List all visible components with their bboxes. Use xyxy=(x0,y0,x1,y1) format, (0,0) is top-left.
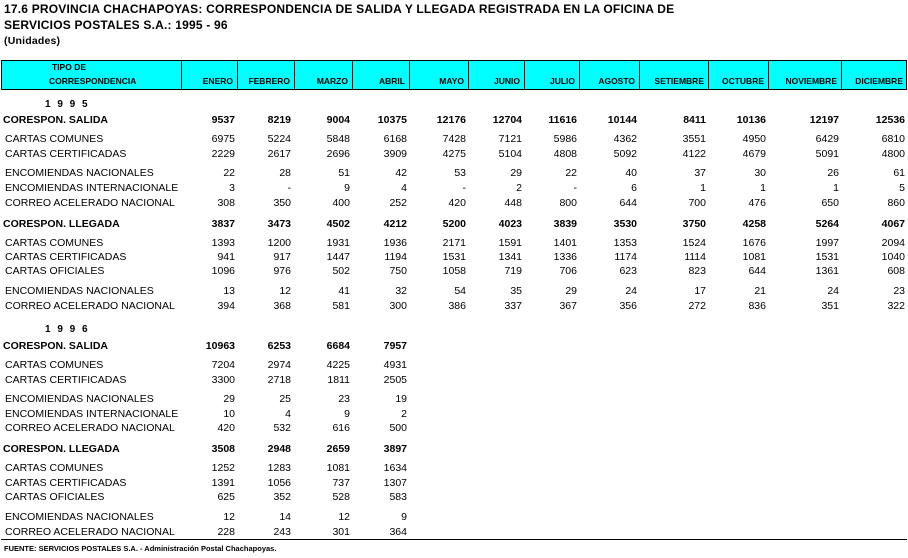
row-label: CORREO ACELERADO NACIONAL xyxy=(5,300,175,312)
cell-setiembre: 1 xyxy=(700,182,706,194)
cell-abril: 1936 xyxy=(383,237,407,249)
cell-febrero: 352 xyxy=(273,491,291,503)
cell-junio: 7121 xyxy=(498,133,522,145)
cell-abril: 300 xyxy=(389,300,407,312)
cell-abril: 2505 xyxy=(383,374,407,386)
row-label: CARTAS CERTIFICADAS xyxy=(5,374,127,386)
table-row xyxy=(0,511,908,525)
cell-noviembre: 1531 xyxy=(815,251,839,263)
cell-abril: 7957 xyxy=(383,340,407,352)
row-label: CORREO ACELERADO NACIONAL xyxy=(5,197,175,209)
cell-marzo: 4225 xyxy=(326,359,350,371)
cell-marzo: 4502 xyxy=(326,218,350,230)
cell-junio: 719 xyxy=(504,265,522,277)
header-month-2 xyxy=(238,61,295,89)
cell-abril: 1634 xyxy=(383,462,407,474)
cell-junio: 29 xyxy=(510,167,522,179)
table-row xyxy=(0,167,908,181)
cell-enero: 22 xyxy=(223,167,235,179)
cell-setiembre: 37 xyxy=(694,167,706,179)
cell-diciembre: 2094 xyxy=(881,237,905,249)
cell-octubre: 21 xyxy=(754,285,766,297)
row-label: CORREO ACELERADO NACIONAL xyxy=(5,526,175,538)
cell-abril: 4931 xyxy=(383,359,407,371)
cell-octubre: 1676 xyxy=(742,237,766,249)
cell-abril: 3897 xyxy=(383,443,407,455)
cell-abril: 583 xyxy=(389,491,407,503)
header-month-label: SETIEMBRE xyxy=(654,76,704,86)
cell-marzo: 1811 xyxy=(327,374,350,386)
row-label: CARTAS CERTIFICADAS xyxy=(5,148,127,160)
row-label: CORREO ACELERADO NACIONAL xyxy=(5,422,175,434)
header-type-column xyxy=(2,61,182,89)
cell-abril: 1194 xyxy=(384,251,407,263)
cell-mayo: 53 xyxy=(454,167,466,179)
cell-junio: 1341 xyxy=(498,251,522,263)
cell-julio: 800 xyxy=(559,197,577,209)
header-month-12 xyxy=(842,61,907,89)
cell-junio: 35 xyxy=(510,285,522,297)
table-title-line-2: SERVICIOS POSTALES S.A.: 1995 - 96 xyxy=(4,18,228,32)
cell-junio: 337 xyxy=(504,300,522,312)
cell-enero: 228 xyxy=(217,526,235,538)
cell-febrero: 28 xyxy=(279,167,291,179)
header-month-6 xyxy=(469,61,525,89)
cell-agosto: 24 xyxy=(625,285,637,297)
cell-setiembre: 17 xyxy=(694,285,706,297)
cell-setiembre: 272 xyxy=(688,300,706,312)
cell-agosto: 1353 xyxy=(613,237,637,249)
header-month-label: AGOSTO xyxy=(598,76,635,86)
cell-marzo: 400 xyxy=(332,197,350,209)
cell-diciembre: 608 xyxy=(887,265,905,277)
cell-diciembre: 5 xyxy=(899,182,905,194)
table-row xyxy=(0,197,908,211)
cell-marzo: 5848 xyxy=(326,133,350,145)
cell-setiembre: 3551 xyxy=(682,133,706,145)
cell-abril: 364 xyxy=(389,526,407,538)
cell-agosto: 40 xyxy=(625,167,637,179)
header-month-label: DICIEMBRE xyxy=(855,76,903,86)
cell-marzo: 1931 xyxy=(326,237,350,249)
table-header xyxy=(1,60,907,90)
cell-setiembre: 700 xyxy=(688,197,706,209)
cell-enero: 941 xyxy=(217,251,235,263)
row-label: ENCOMIENDAS NACIONALES xyxy=(5,511,154,523)
row-label: ENCOMIENDAS NACIONALES xyxy=(5,285,154,297)
cell-mayo: 1058 xyxy=(442,265,466,277)
cell-febrero: 976 xyxy=(273,265,291,277)
cell-agosto: 3530 xyxy=(613,218,637,230)
cell-agosto: 644 xyxy=(619,197,637,209)
row-label: CORESPON. SALIDA xyxy=(3,340,109,352)
cell-marzo: 1447 xyxy=(326,251,350,263)
cell-enero: 3 xyxy=(229,182,235,194)
year-row xyxy=(0,324,908,338)
cell-diciembre: 12536 xyxy=(875,114,905,126)
header-month-8 xyxy=(580,61,640,89)
cell-enero: 10 xyxy=(223,408,235,420)
year-label: 1 9 9 6 xyxy=(45,324,90,335)
table-row xyxy=(0,526,908,540)
source-note: FUENTE: SERVICIOS POSTALES S.A. - Administración Postal Chachapoyas. xyxy=(4,544,277,553)
cell-abril: 42 xyxy=(395,167,407,179)
cell-febrero: - xyxy=(287,182,291,194)
cell-junio: 4023 xyxy=(498,218,522,230)
cell-abril: 9 xyxy=(401,511,407,523)
cell-mayo: 420 xyxy=(448,197,466,209)
cell-marzo: 502 xyxy=(332,265,350,277)
cell-mayo: 12176 xyxy=(436,114,466,126)
cell-enero: 12 xyxy=(223,511,235,523)
cell-julio: 1336 xyxy=(553,251,577,263)
header-month-label: MARZO xyxy=(316,76,348,86)
cell-febrero: 2948 xyxy=(267,443,291,455)
cell-marzo: 9004 xyxy=(326,114,350,126)
cell-julio: 1401 xyxy=(553,237,577,249)
cell-abril: 500 xyxy=(389,422,407,434)
cell-marzo: 1081 xyxy=(326,462,350,474)
row-label: ENCOMIENDAS INTERNACIONALE xyxy=(5,182,179,194)
table-row xyxy=(0,114,908,128)
cell-febrero: 917 xyxy=(273,251,291,263)
cell-enero: 7204 xyxy=(211,359,235,371)
row-label: CARTAS COMUNES xyxy=(5,359,104,371)
cell-julio: 22 xyxy=(565,167,577,179)
header-month-7 xyxy=(525,61,580,89)
cell-marzo: 2696 xyxy=(326,148,350,160)
cell-octubre: 476 xyxy=(748,197,766,209)
row-label: CARTAS OFICIALES xyxy=(5,491,105,503)
header-type-label-1: TIPO DE xyxy=(52,62,87,72)
cell-setiembre: 8411 xyxy=(683,114,706,126)
header-month-label: FEBRERO xyxy=(248,76,290,86)
cell-abril: 4 xyxy=(401,182,407,194)
cell-diciembre: 860 xyxy=(887,197,905,209)
cell-febrero: 6253 xyxy=(267,340,291,352)
row-label: CORESPON. LLEGADA xyxy=(3,443,120,455)
cell-abril: 10375 xyxy=(377,114,407,126)
row-label: CARTAS COMUNES xyxy=(5,237,104,249)
cell-octubre: 4679 xyxy=(742,148,766,160)
cell-noviembre: 1361 xyxy=(815,265,839,277)
table-row xyxy=(0,340,908,354)
cell-setiembre: 4122 xyxy=(682,148,706,160)
cell-marzo: 9 xyxy=(344,182,350,194)
cell-agosto: 4362 xyxy=(613,133,637,145)
header-month-label: ENERO xyxy=(202,76,233,86)
cell-mayo: 386 xyxy=(448,300,466,312)
cell-enero: 9537 xyxy=(211,114,235,126)
table-row xyxy=(0,359,908,373)
table-row xyxy=(0,133,908,147)
cell-noviembre: 1 xyxy=(833,182,839,194)
cell-agosto: 1174 xyxy=(614,251,637,263)
cell-noviembre: 351 xyxy=(821,300,839,312)
cell-enero: 3300 xyxy=(211,374,235,386)
cell-marzo: 301 xyxy=(332,526,350,538)
cell-octubre: 4258 xyxy=(742,218,766,230)
cell-enero: 1096 xyxy=(211,265,235,277)
year-label: 1 9 9 5 xyxy=(45,99,90,110)
header-month-label: OCTUBRE xyxy=(721,76,764,86)
table-row xyxy=(0,251,908,265)
cell-febrero: 8219 xyxy=(267,114,291,126)
header-month-label: JULIO xyxy=(549,76,575,86)
cell-junio: 1591 xyxy=(498,237,522,249)
cell-mayo: 2171 xyxy=(442,237,466,249)
cell-abril: 750 xyxy=(389,265,407,277)
cell-mayo: 4275 xyxy=(442,148,466,160)
row-label: CARTAS OFICIALES xyxy=(5,265,105,277)
cell-marzo: 737 xyxy=(332,477,350,489)
cell-agosto: 6 xyxy=(631,182,637,194)
cell-octubre: 644 xyxy=(748,265,766,277)
cell-enero: 3837 xyxy=(211,218,235,230)
cell-diciembre: 4067 xyxy=(881,218,905,230)
row-label: CORESPON. LLEGADA xyxy=(3,218,120,230)
cell-diciembre: 23 xyxy=(893,285,905,297)
header-month-1 xyxy=(181,61,238,89)
cell-julio: - xyxy=(573,182,577,194)
cell-febrero: 2974 xyxy=(267,359,291,371)
cell-mayo: 5200 xyxy=(442,218,466,230)
cell-junio: 448 xyxy=(504,197,522,209)
cell-abril: 1307 xyxy=(383,477,407,489)
cell-octubre: 10136 xyxy=(736,114,766,126)
cell-enero: 10963 xyxy=(205,340,235,352)
cell-julio: 5986 xyxy=(553,133,577,145)
table-title-line-1: 17.6 PROVINCIA CHACHAPOYAS: CORRESPONDENCIA DE SALIDA Y LLEGADA REGISTRADA EN LA OFICINA DE xyxy=(4,2,675,16)
cell-noviembre: 5264 xyxy=(815,218,839,230)
cell-julio: 367 xyxy=(559,300,577,312)
cell-marzo: 9 xyxy=(344,408,350,420)
row-label: ENCOMIENDAS INTERNACIONALE xyxy=(5,408,179,420)
cell-noviembre: 1997 xyxy=(815,237,839,249)
table-row xyxy=(0,462,908,476)
cell-mayo: 7428 xyxy=(442,133,466,145)
cell-febrero: 12 xyxy=(279,285,291,297)
cell-febrero: 368 xyxy=(273,300,291,312)
cell-abril: 32 xyxy=(395,285,407,297)
cell-octubre: 4950 xyxy=(742,133,766,145)
cell-noviembre: 5091 xyxy=(815,148,839,160)
cell-setiembre: 1114 xyxy=(684,251,706,263)
cell-diciembre: 322 xyxy=(887,300,905,312)
cell-mayo: 1531 xyxy=(442,251,466,263)
footer-rule xyxy=(1,539,907,540)
header-month-label: NOVIEMBRE xyxy=(785,76,837,86)
cell-febrero: 2617 xyxy=(267,148,291,160)
header-type-label-2: CORRESPONDENCIA xyxy=(49,76,137,86)
table-row xyxy=(0,218,908,232)
cell-julio: 4808 xyxy=(553,148,577,160)
cell-octubre: 836 xyxy=(748,300,766,312)
cell-octubre: 1081 xyxy=(742,251,766,263)
cell-enero: 420 xyxy=(217,422,235,434)
cell-enero: 1252 xyxy=(211,462,235,474)
cell-febrero: 4 xyxy=(285,408,291,420)
header-month-11 xyxy=(769,61,842,89)
cell-junio: 2 xyxy=(516,182,522,194)
row-label: ENCOMIENDAS NACIONALES xyxy=(5,167,154,179)
cell-febrero: 532 xyxy=(273,422,291,434)
cell-agosto: 10144 xyxy=(607,114,637,126)
table-row xyxy=(0,393,908,407)
table-row xyxy=(0,374,908,388)
table-row xyxy=(0,285,908,299)
cell-enero: 2229 xyxy=(211,148,235,160)
cell-marzo: 2659 xyxy=(326,443,350,455)
cell-marzo: 581 xyxy=(332,300,350,312)
cell-febrero: 14 xyxy=(279,511,291,523)
cell-marzo: 616 xyxy=(332,422,350,434)
cell-noviembre: 650 xyxy=(821,197,839,209)
cell-abril: 2 xyxy=(401,408,407,420)
units-label: (Unidades) xyxy=(4,35,61,47)
cell-setiembre: 3750 xyxy=(682,218,706,230)
cell-marzo: 41 xyxy=(338,285,350,297)
cell-julio: 11616 xyxy=(548,114,577,126)
cell-febrero: 243 xyxy=(273,526,291,538)
cell-enero: 625 xyxy=(217,491,235,503)
cell-febrero: 350 xyxy=(273,197,291,209)
cell-febrero: 2718 xyxy=(267,374,291,386)
table-row xyxy=(0,422,908,436)
header-month-5 xyxy=(410,61,469,89)
cell-abril: 4212 xyxy=(383,218,407,230)
cell-abril: 252 xyxy=(389,197,407,209)
cell-noviembre: 24 xyxy=(827,285,839,297)
cell-enero: 13 xyxy=(223,285,235,297)
row-label: CARTAS CERTIFICADAS xyxy=(5,251,127,263)
cell-julio: 3839 xyxy=(553,218,577,230)
header-month-4 xyxy=(353,61,410,89)
cell-febrero: 1283 xyxy=(267,462,291,474)
cell-marzo: 12 xyxy=(338,511,350,523)
cell-marzo: 6684 xyxy=(326,340,350,352)
cell-enero: 394 xyxy=(217,300,235,312)
cell-abril: 3909 xyxy=(383,148,407,160)
cell-abril: 19 xyxy=(395,393,407,405)
row-label: CARTAS COMUNES xyxy=(5,462,104,474)
cell-abril: 6168 xyxy=(383,133,407,145)
table-row xyxy=(0,491,908,505)
cell-febrero: 5224 xyxy=(267,133,291,145)
cell-octubre: 1 xyxy=(760,182,766,194)
cell-enero: 308 xyxy=(217,197,235,209)
cell-enero: 1391 xyxy=(211,477,235,489)
header-month-label: JUNIO xyxy=(494,76,520,86)
header-month-label: ABRIL xyxy=(379,76,405,86)
table-row xyxy=(0,265,908,279)
cell-diciembre: 61 xyxy=(893,167,905,179)
table-row xyxy=(0,408,908,422)
cell-enero: 1393 xyxy=(211,237,235,249)
cell-marzo: 23 xyxy=(338,393,350,405)
cell-febrero: 1056 xyxy=(267,477,291,489)
table-row xyxy=(0,182,908,196)
table-row xyxy=(0,300,908,314)
header-month-3 xyxy=(295,61,353,89)
cell-diciembre: 4800 xyxy=(881,148,905,160)
cell-noviembre: 12197 xyxy=(809,114,839,126)
cell-diciembre: 1040 xyxy=(881,251,905,263)
cell-diciembre: 6810 xyxy=(881,133,905,145)
header-month-9 xyxy=(640,61,709,89)
cell-marzo: 51 xyxy=(338,167,350,179)
cell-marzo: 528 xyxy=(332,491,350,503)
cell-junio: 5104 xyxy=(498,148,522,160)
header-month-label: MAYO xyxy=(439,76,464,86)
row-label: CORESPON. SALIDA xyxy=(3,114,109,126)
cell-julio: 29 xyxy=(565,285,577,297)
cell-agosto: 356 xyxy=(619,300,637,312)
cell-noviembre: 6429 xyxy=(815,133,839,145)
cell-enero: 3508 xyxy=(211,443,235,455)
row-label: ENCOMIENDAS NACIONALES xyxy=(5,393,154,405)
header-month-10 xyxy=(709,61,769,89)
row-label: CARTAS CERTIFICADAS xyxy=(5,477,127,489)
cell-mayo: 54 xyxy=(454,285,466,297)
cell-febrero: 3473 xyxy=(267,218,291,230)
cell-febrero: 1200 xyxy=(267,237,291,249)
cell-enero: 29 xyxy=(223,393,235,405)
cell-octubre: 30 xyxy=(754,167,766,179)
cell-julio: 706 xyxy=(559,265,577,277)
cell-setiembre: 1524 xyxy=(682,237,706,249)
cell-agosto: 5092 xyxy=(613,148,637,160)
cell-mayo: - xyxy=(462,182,466,194)
cell-noviembre: 26 xyxy=(827,167,839,179)
year-row xyxy=(0,99,908,113)
table-row xyxy=(0,148,908,162)
cell-agosto: 623 xyxy=(619,265,637,277)
cell-febrero: 25 xyxy=(279,393,291,405)
table-row xyxy=(0,443,908,457)
cell-enero: 6975 xyxy=(211,133,235,145)
table-row xyxy=(0,237,908,251)
cell-junio: 12704 xyxy=(492,114,522,126)
cell-setiembre: 823 xyxy=(688,265,706,277)
row-label: CARTAS COMUNES xyxy=(5,133,104,145)
table-row xyxy=(0,477,908,491)
